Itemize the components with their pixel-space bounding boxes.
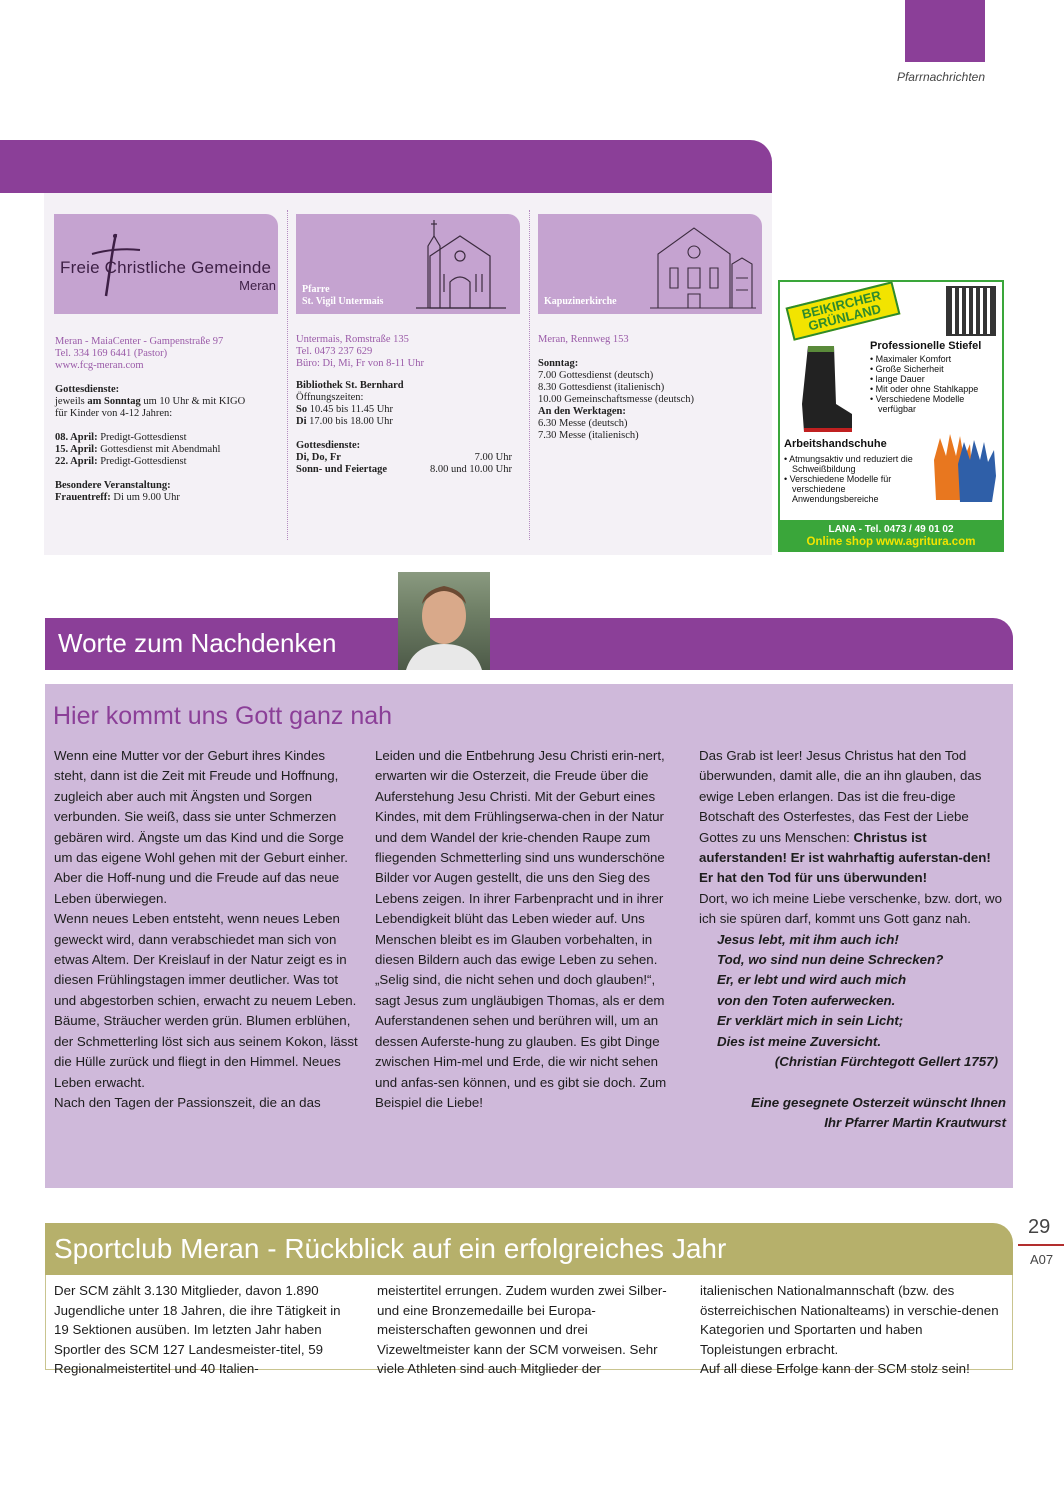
list-item: 6.30 Messe (deutsch) <box>538 418 628 429</box>
list-item: 10.00 Gemeinschaftsmesse (deutsch) <box>538 394 694 405</box>
library-hours-label: Öffnungszeiten: <box>296 392 364 403</box>
signature-line: Eine gesegnete Osterzeit wünscht Ihnen <box>751 1094 1006 1110</box>
sport-column-1: Der SCM zählt 3.130 Mitglieder, davon 1.890 Jugendliche unter 18 Jahren, die ihre Tätigkeit in 19 Sektionen ausüben. Im letzten Jahr haben Sportler des SCM 127 Landesmeister-titel, 59 Regionalmeistertitel und 40 Italien- <box>54 1283 341 1376</box>
kapuziner-card <box>538 214 762 314</box>
vigil-office-hours: Büro: Di, Mi, Fr von 8-11 Uhr <box>296 358 424 369</box>
fcg-logo-name: Freie Christliche Gemeinde <box>60 258 272 277</box>
fcg-phone: Tel. 334 169 6441 (Pastor) <box>55 348 168 359</box>
vigil-address: Untermais, Romstraße 135 <box>296 334 409 345</box>
paragraph: Wenn neues Leben entsteht, wenn neues Leben geweckt wird, dann verabschiedet man sich von etwas Altem. Der Kreislauf in der Natur zeigt es in diesen Frühlingstagen immer deutlicher. Was tot und abgestorben schien, erwacht zu neuem Leben. Bäume, Sträucher werden grün. Blumen erblühen, der Schmetterling löst sich aus seinem Kokon, lässt die Hülle zurück und fliegt in den Himmel. Neues Leben erwacht. <box>54 911 358 1090</box>
fcg-date-row: 08. April: Predigt-Gottesdienst <box>55 432 187 443</box>
fcg-special-heading: Besondere Veranstaltung: <box>55 480 171 491</box>
page-number: 29 <box>1028 1216 1051 1238</box>
glove-icon <box>930 430 1000 506</box>
section-label: Pfarrnachrichten <box>896 70 985 84</box>
signature-line: Ihr Pfarrer Martin Krautwurst <box>824 1114 1006 1130</box>
list-item: • Große Sicherheit <box>870 364 1002 374</box>
vigil-phone: Tel. 0473 237 629 <box>296 346 373 357</box>
ad-shop-link[interactable]: Online shop www.agritura.com <box>806 536 976 548</box>
qr-code-icon[interactable] <box>946 286 996 336</box>
vigil-caption-line2: St. Vigil Untermais <box>302 296 384 307</box>
fcg-logo <box>60 242 278 302</box>
fcg-date-row: 15. April: Gottesdienst mit Abendmahl <box>55 444 221 455</box>
list-item: 8.30 Gottesdienst (italienisch) <box>538 382 665 393</box>
paragraph: Nach den Tagen der Passionszeit, die an das <box>54 1094 321 1110</box>
sport-column-2: meistertitel errungen. Zudem wurden zwei Silber- und eine Bronzemedaille bei Europa-meisterschaften gewonnen und drei Vizeweltmeister kann der SCM vorweisen. Sehr viele Athleten sind auch Mitglieder der <box>377 1283 667 1376</box>
list-item: • Verschiedene Modelle verfügbar <box>870 394 978 414</box>
pastor-portrait <box>398 572 490 670</box>
column-divider <box>287 210 288 540</box>
fcg-date-row: 22. April: Predigt-Gottesdienst <box>55 456 187 467</box>
page-code: A07 <box>1030 1252 1054 1267</box>
article-column-3 <box>699 746 1006 1133</box>
fcg-logo-card <box>54 214 278 314</box>
poem-line: Dies ist meine Zuversicht. <box>717 1033 882 1049</box>
fcg-website-link[interactable]: www.fcg-meran.com <box>55 360 144 371</box>
paragraph: Das Grab ist leer! Jesus Christus hat den Tod überwunden, damit alle, die an ihn glauben, das ewige Leben erlangen. Das ist die freu-dige Botschaft des Osterfestes, das Fest der Liebe Gottes zu uns Menschen: Christus ist auferstanden! Er ist wahrhaftig auferstan-den! Er hat den Tod für uns überwunden! <box>699 748 991 886</box>
boot-icon <box>794 344 854 436</box>
vigil-services-heading: Gottesdienste: <box>296 440 361 451</box>
top-tab-decoration <box>905 0 985 62</box>
parish-panel <box>44 193 772 555</box>
ad-boots-list <box>870 354 1002 414</box>
kapuziner-info <box>538 334 762 442</box>
poem-line: Er, er lebt und wird auch mich <box>717 972 907 988</box>
portrait-figure-icon <box>398 572 490 670</box>
paragraph: italienischen Nationalmannschaft (bzw. des österreichischen Nationalteams) in verschie-denen Kategorien und Sportarten und haben Topleistungen erbracht. <box>700 1283 999 1357</box>
monastery-drawing-icon <box>648 218 758 314</box>
ad-boots-title: Professionelle Stiefel <box>870 340 982 352</box>
poem <box>699 930 1006 1073</box>
paragraph: Wenn eine Mutter vor der Geburt ihres Kindes steht, dann ist die Zeit mit Freude und Hoffnung, zugleich aber auch mit Ängsten und Sorgen verbunden. Sie weiß, dass sie unter Schmerzen gebären wird. Ängste um das Kind und die Sorge um das eigene Wohl gehen mit der Geburt einher. Aber die Hoff-nung und die Freude auf das neue Leben überwiegen. <box>54 748 348 906</box>
ad-phone: LANA - Tel. 0473 / 49 01 02 <box>828 524 954 535</box>
list-item: • Verschiedene Modelle für verschiedene Anwendungsbereiche <box>784 474 910 504</box>
paragraph: Dort, wo ich meine Liebe verschenke, bzw. dort, wo ich sie spüren darf, kommt uns Gott ganz nah. <box>699 890 1003 927</box>
fcg-services-line2: für Kinder von 4-12 Jahren: <box>55 408 173 419</box>
list-item: 7.00 Gottesdienst (deutsch) <box>538 370 654 381</box>
page-number-divider <box>1018 1244 1064 1246</box>
sport-column-3 <box>700 1281 1006 1379</box>
list-item: • Maximaler Komfort <box>870 354 1002 364</box>
vigil-service-row: Di, Do, Fr 7.00 Uhr <box>296 452 512 463</box>
library-hours-row: Di 17.00 bis 18.00 Uhr <box>296 416 393 427</box>
poem-source: (Christian Fürchtegott Gellert 1757) <box>774 1054 998 1070</box>
library-heading: Bibliothek St. Bernhard <box>296 380 404 391</box>
vigil-caption-line1: Pfarre <box>302 284 330 295</box>
kapuziner-weekday-heading: An den Werktagen: <box>538 406 626 417</box>
sport-title: Sportclub Meran - Rückblick auf ein erfolgreiches Jahr <box>54 1233 727 1264</box>
kapuziner-sunday-heading: Sonntag: <box>538 358 579 369</box>
parish-header-bar <box>0 140 772 193</box>
paragraph: Leiden und die Entbehrung Jesu Christi erin-nert, erwarten wir die Osterzeit, die Freude über die Auferstehung Jesu Christi. Mit der Geburt eines Kindes, mit dem Frühlingserwa-chen in der Natur und dem Wandel der krie-chenden Raupe zum fliegenden Schmetterling sind uns wunderschöne Bilder vor Augen gestellt, die uns den Sieg des Lebens zeigen. In ihrer Farbenpracht und in ihrer Lebendigkeit blüht das Leben wieder auf. Uns Menschen bleibt es im Glauben vorbehalten, in diesen Bildern auch das ewige Leben zu sehen. „Selig sind, die nicht sehen und doch glauben!“, sagt Jesus zum ungläubigen Thomas, als er dem Auferstandenen sehen und berühren will, um an dessen Auferste-hung zu glauben. Es gibt Dinge zwischen Him-mel und Erde, die wir nicht sehen und anfas-sen können, und es gibt sie doch. Zum Beispiel die Liebe! <box>375 748 667 1110</box>
fcg-services-heading: Gottesdienste: <box>55 384 120 395</box>
fcg-special-text: Frauentreff: Di um 9.00 Uhr <box>55 492 180 503</box>
church-drawing-icon <box>410 216 510 312</box>
vigil-service-row: Sonn- und Feiertage 8.00 und 10.00 Uhr <box>296 464 512 475</box>
fcg-address: Meran - MaiaCenter - Gampenstraße 97 <box>55 336 224 347</box>
list-item: 7.30 Messe (italienisch) <box>538 430 639 441</box>
worte-section-title: Worte zum Nachdenken <box>58 628 337 658</box>
list-item: • lange Dauer <box>870 374 1002 384</box>
column-divider <box>529 210 530 540</box>
vigil-info <box>296 334 512 476</box>
article-title: Hier kommt uns Gott ganz nah <box>53 702 393 730</box>
article-column-2 <box>375 746 683 1113</box>
poem-line: Jesus lebt, mit ihm auch ich! <box>717 931 899 947</box>
fcg-services-text: jeweils am Sonntag um 10 Uhr & mit KIGO <box>55 396 246 407</box>
advertisement[interactable] <box>778 280 1004 552</box>
fcg-info <box>55 336 279 504</box>
fcg-logo-city: Meran <box>239 278 276 293</box>
vigil-card <box>296 214 520 314</box>
ad-gloves-title: Arbeitshandschuhe <box>784 438 887 450</box>
article-column-1 <box>54 746 360 1113</box>
poem-line: Er verklärt mich in sein Licht; <box>717 1013 904 1029</box>
kapuziner-caption: Kapuzinerkirche <box>544 296 617 307</box>
list-item: • Atmungsaktiv und reduziert die Schweißbildung <box>784 454 928 474</box>
kapuziner-address: Meran, Rennweg 153 <box>538 334 629 345</box>
ad-gloves-list <box>784 454 928 504</box>
paragraph: Auf all diese Erfolge kann der SCM stolz sein! <box>700 1361 970 1376</box>
vigil-caption <box>302 284 383 308</box>
list-item: • Mit oder ohne Stahlkappe <box>870 384 1002 394</box>
poem-line: von den Toten auferwecken. <box>717 992 896 1008</box>
poem-line: Tod, wo sind nun deine Schrecken? <box>717 952 944 968</box>
ad-brand-logo: BEIKIRCHER GRÜNLAND <box>786 281 901 341</box>
library-hours-row: So 10.45 bis 11.45 Uhr <box>296 404 394 415</box>
ad-footer <box>780 520 1002 550</box>
